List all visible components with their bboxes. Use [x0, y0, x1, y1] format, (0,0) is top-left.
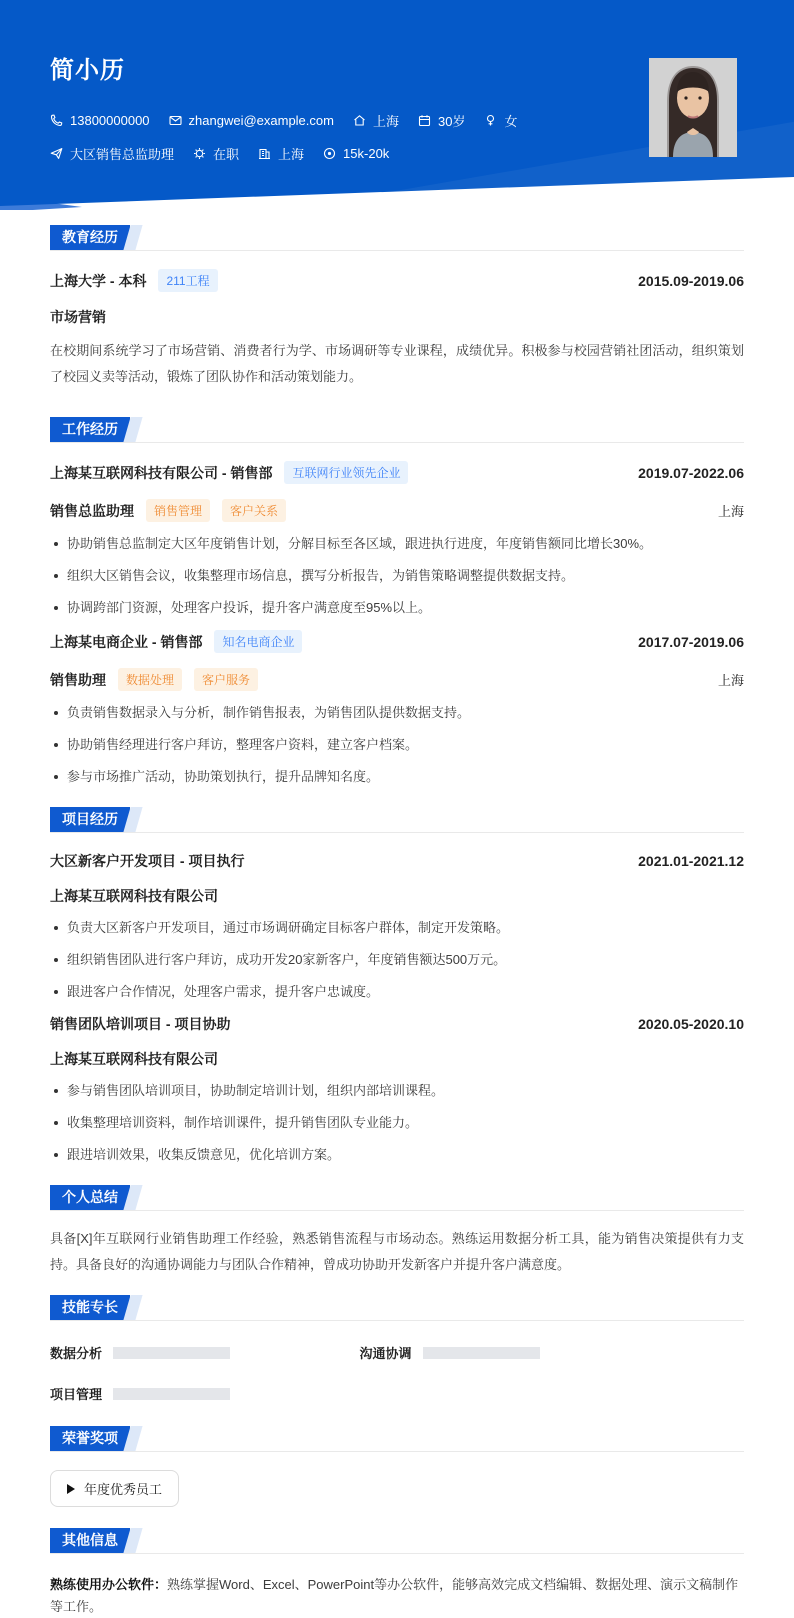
candidate-name: 简小历 [50, 57, 125, 84]
company-tag: 知名电商企业 [214, 630, 302, 653]
work-bullet: 协助销售总监制定大区年度销售计划，分解目标至各区域，跟进执行进度，年度销售额同比增长30%。 [50, 534, 744, 553]
role-name: 销售总监助理 [50, 502, 134, 519]
age-icon [418, 114, 431, 127]
work-location: 上海 [717, 504, 744, 519]
status-icon [193, 147, 206, 160]
contact-row-2 [50, 144, 517, 163]
skill-bar [113, 1347, 230, 1359]
skill-row [50, 1384, 316, 1403]
honor-chip [50, 1470, 179, 1507]
education-description: 在校期间系统学习了市场营销、消费者行为学、市场调研等专业课程，成绩优异。积极参与校园营销社团活动，组织策划了校园义卖等活动，锻炼了团队协作和活动策划能力。 [50, 343, 744, 384]
age-item [418, 111, 465, 130]
status-value: 在职 [213, 147, 240, 162]
company-name: 上海某互联网科技有限公司 - 销售部 [50, 464, 273, 481]
contact-row-1 [50, 111, 517, 130]
role-name: 销售助理 [50, 671, 106, 688]
section-header-other [50, 1529, 744, 1554]
work-bullet: 协调跨部门资源，处理客户投诉，提升客户满意度至95%以上。 [50, 598, 744, 617]
skill-name: 数据分析 [50, 1346, 103, 1361]
phone-value: 13800000000 [70, 113, 150, 128]
home-city-value: 上海 [372, 114, 399, 129]
work-location: 上海 [717, 673, 744, 688]
education-entry [50, 269, 744, 292]
work-bullet: 参与市场推广活动，协助策划执行，提升品牌知名度。 [50, 767, 744, 786]
role-tag: 客户服务 [194, 668, 258, 691]
section-badge-education: 教育经历 [50, 225, 130, 250]
skill-bar [423, 1347, 540, 1359]
work-city-value: 上海 [278, 147, 305, 162]
skill-bar [113, 1388, 230, 1400]
email-item [169, 113, 334, 128]
salary-item [323, 146, 389, 161]
work-date: 2019.07-2022.06 [638, 464, 744, 481]
gender-icon [484, 114, 497, 127]
school-name: 上海大学 - 本科 [50, 272, 147, 289]
work-bullet: 协助销售经理进行客户拜访，整理客户资料，建立客户档案。 [50, 735, 744, 754]
project-bullet: 跟进客户合作情况，处理客户需求，提升客户忠诚度。 [50, 982, 744, 1001]
project-entry [50, 1014, 744, 1164]
skill-row [50, 1343, 316, 1362]
work-entry [50, 461, 744, 617]
section-header-work [50, 418, 744, 443]
phone-icon [50, 114, 63, 127]
education-date: 2015.09-2019.06 [638, 272, 744, 289]
section-badge-skills: 技能专长 [50, 1295, 130, 1320]
job-intention-item [50, 144, 174, 163]
other-info-text: 熟练掌握Word、Excel、PowerPoint等办公软件，能够高效完成文档编辑、数据处理、演示文稿制作等工作。 [50, 1577, 739, 1614]
school-tag: 211工程 [158, 269, 217, 292]
project-name: 大区新客户开发项目 - 项目执行 [50, 853, 245, 869]
skills-grid [50, 1343, 625, 1403]
other-info-line [50, 1574, 744, 1618]
role-tag: 销售管理 [146, 499, 210, 522]
mail-icon [169, 114, 182, 127]
company-tag: 互联网行业领先企业 [284, 461, 408, 484]
work-bullet: 负责销售数据录入与分析，制作销售报表，为销售团队提供数据支持。 [50, 703, 744, 722]
section-badge-honors: 荣誉奖项 [50, 1426, 130, 1451]
role-tag: 客户关系 [222, 499, 286, 522]
status-item [193, 144, 239, 163]
home-city-item [353, 111, 399, 130]
project-bullet: 收集整理培训资料，制作培训课件，提升销售团队专业能力。 [50, 1113, 744, 1132]
skill-name: 项目管理 [50, 1387, 103, 1402]
skill-row [360, 1343, 626, 1362]
section-header-education [50, 226, 744, 251]
major-name: 市场营销 [50, 309, 106, 325]
project-org: 上海某互联网科技有限公司 [50, 888, 218, 904]
section-header-projects [50, 808, 744, 833]
resume-header [0, 0, 794, 210]
section-badge-summary: 个人总结 [50, 1185, 130, 1210]
age-value: 30岁 [437, 114, 466, 129]
job-intention-value: 大区销售总监助理 [70, 147, 175, 162]
work-bullet: 组织大区销售会议，收集整理市场信息，撰写分析报告，为销售策略调整提供数据支持。 [50, 566, 744, 585]
section-header-summary [50, 1186, 744, 1211]
honor-label: 年度优秀员工 [84, 1482, 163, 1497]
project-date: 2020.05-2020.10 [638, 1016, 744, 1032]
play-triangle-icon [67, 1484, 75, 1494]
section-badge-work: 工作经历 [50, 417, 130, 442]
candidate-photo [649, 58, 737, 157]
home-icon [353, 114, 366, 127]
work-entry [50, 630, 744, 786]
role-tag: 数据处理 [118, 668, 182, 691]
gender-value: 女 [504, 114, 518, 129]
work-city-item [258, 144, 304, 163]
gender-item [484, 111, 517, 130]
company-name: 上海某电商企业 - 销售部 [50, 633, 203, 650]
project-date: 2021.01-2021.12 [638, 853, 744, 869]
section-header-honors [50, 1427, 744, 1452]
project-org: 上海某互联网科技有限公司 [50, 1051, 218, 1067]
project-entry [50, 851, 744, 1001]
city-icon [258, 147, 271, 160]
other-info-label: 熟练使用办公软件： [50, 1577, 168, 1592]
project-name: 销售团队培训项目 - 项目协助 [50, 1016, 231, 1032]
project-bullet: 组织销售团队进行客户拜访，成功开发20家新客户，年度销售额达500万元。 [50, 950, 744, 969]
section-badge-projects: 项目经历 [50, 807, 130, 832]
project-bullet: 跟进培训效果，收集反馈意见，优化培训方案。 [50, 1145, 744, 1164]
section-badge-other: 其他信息 [50, 1528, 130, 1553]
skill-name: 沟通协调 [359, 1346, 412, 1361]
work-date: 2017.07-2019.06 [638, 633, 744, 650]
summary-text: 具备[X]年互联网行业销售助理工作经验，熟悉销售流程与市场动态。熟练运用数据分析工具，能为销售决策提供有力支持。具备良好的沟通协调能力与团队合作精神，曾成功协助开发新客户并提升客户满意度。 [50, 1231, 744, 1272]
section-header-skills [50, 1296, 744, 1321]
project-bullet: 参与销售团队培训项目，协助制定培训计划，组织内部培训课程。 [50, 1081, 744, 1100]
phone-item [50, 113, 150, 128]
project-bullet: 负责大区新客户开发项目，通过市场调研确定目标客户群体，制定开发策略。 [50, 918, 744, 937]
salary-icon [323, 147, 336, 160]
email-value: zhangwei@example.com [188, 113, 334, 128]
job-intention-icon [50, 147, 63, 160]
salary-value: 15k-20k [343, 146, 390, 161]
